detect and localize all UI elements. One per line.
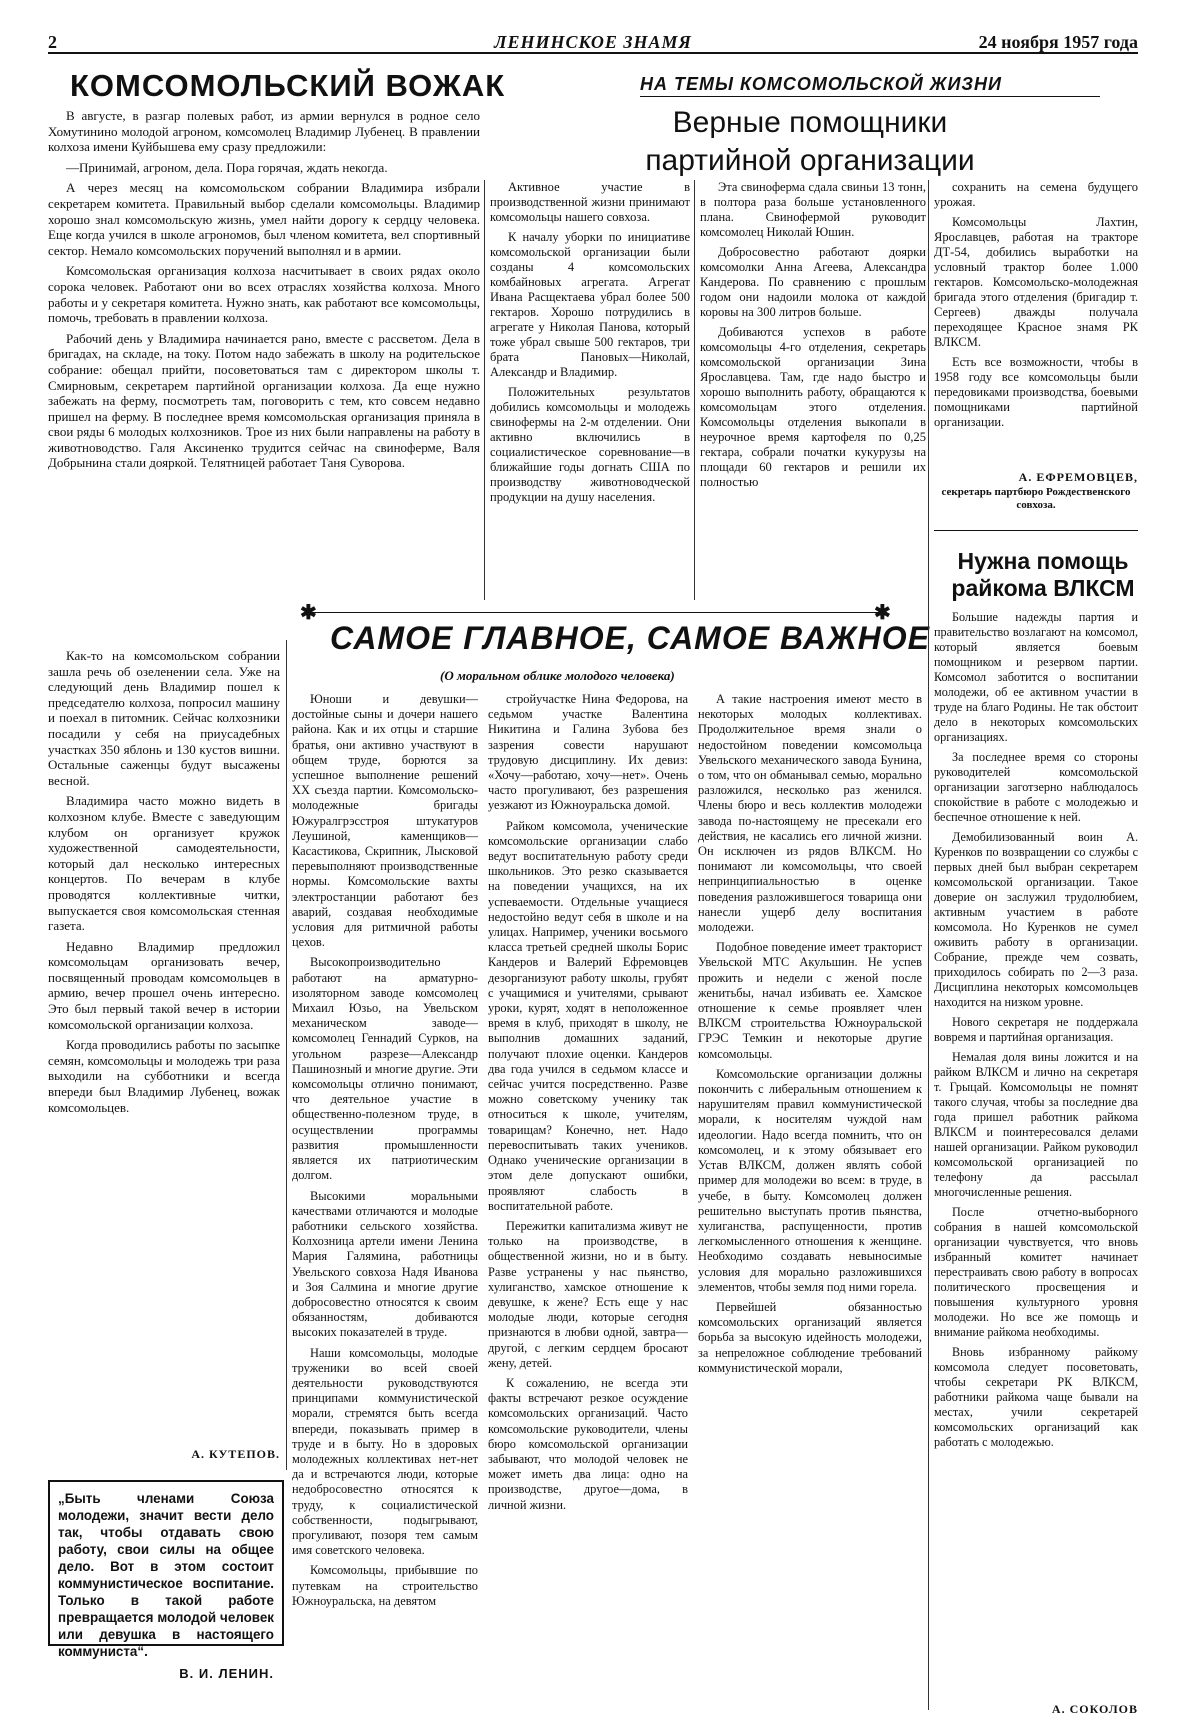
paragraph: Подобное поведение имеет тракторист Увельской МТС Акульшин. Не успев прожить и недели с женой после женитьбы, начал избивать ее. Хамское отношение к семье проявляет член ВЛКСМ строительства Южноуральской ГРЭС Темкин и некоторые другие комсомольцы. [698, 940, 922, 1061]
paragraph: стройучастке Нина Федорова, на седьмом участке Валентина Никитина и Галина Зубова без зазрения совести нарушают трудовую дисциплину. Их девиз: «Хочу—работаю, хочу—нет». Очень часто прогуливают, без разрешения уезжают из Южноуральска домой. [488, 692, 688, 813]
paragraph: Есть все возможности, чтобы в 1958 году все комсомольцы были передовиками производства, боевыми помощниками партийной организации. [934, 355, 1138, 429]
paragraph: Большие надежды партия и правительство возлагают на комсомол, который является боевым помощником и резервом партии. Комсомол заботится о воспитании молодежи, об ее активном участии в труде на благо Родины. Не так обстоит дело в некоторых комсомольских организациях. [934, 610, 1138, 744]
article2-col1 [490, 180, 690, 598]
paragraph: Высокими моральными качествами отличаются и молодые работники сельского хозяйства. Колхозница артели имени Ленина Мария Галямина, работницы Увельского совхоза Надя Иванова и Зоя Салмина и многие другие добросовестно относятся к своим обязанностям, добиваются высоких показателей в труде. [292, 1188, 478, 1340]
paragraph: Добиваются успехов в работе комсомольцы 4-го отделения, секретарь комсомольской организации Зина Ярославцева. Там, где надо быстро и хорошо выполнить работу, обращаются к комсомольцам этого отделения. Комсомольцы отделения выкопали в неурочное время картофеля по 0,25 гектара, собрали початки кукурузы на площади 60 гектаров и решили их полностью [700, 325, 926, 489]
column-rule [484, 180, 485, 600]
issue-date: 24 ноября 1957 года [978, 32, 1138, 52]
paragraph: Демобилизованный воин А. Куренков по возвращении со службы с первых дней был выбран секретарем комсомольской организации. Такое доверие он заслужил трудолюбием, активным участием в работе комсомола. Но Куренков не сумел оживить работу в организации. Собрание, прежде чем созвать, приходилось собирать по 2—3 раза. Дисциплина некоторых комсомольцев находится на низком уровне. [934, 830, 1138, 1009]
paragraph: Добросовестно работают доярки комсомолки Анна Агеева, Александра Кандерова. По сравнению с прошлым годом они надоили молока от каждой коровы на 300 литров больше. [700, 245, 926, 319]
article1-body-narrow [48, 648, 280, 1438]
article3-col3 [698, 692, 922, 1712]
article2-title-line2: партийной организации [645, 144, 975, 177]
article4-title-line2: райкома ВЛКСМ [951, 575, 1135, 601]
paragraph: Комсомольцы Лахтин, Ярославцев, работая на тракторе ДТ-54, добились выработки на условный трактор более 1.000 гектаров. Комсомольско-молодежная бригада этого отделения (бригадир т. Сергеев) дважды получала переходящее Красное знамя РК ВЛКСМ. [934, 215, 1138, 349]
star-ornament: ✱ [300, 602, 317, 624]
newspaper-title: ЛЕНИНСКОЕ ЗНАМЯ [494, 32, 692, 52]
article4-body [934, 610, 1138, 1694]
paragraph: Рабочий день у Владимира начинается рано, вместе с рассветом. Дела в бригадах, на складе, на току. Потом надо забежать в школу на родительское собрание: обещал прийти, посоветоваться там с директором школы т. Смирновым, секретарем партийной организации колхоза. Да еще нужно забежать на ферму, посмотреть там, поговорить с тем, кто совсем недавно пришел на ферму. В последнее время комсомольская организация приняла в свои ряды 6 молодых колхозников. Трое из них были направлены на работу в животноводство. Галя Аксиненко трудится сейчас на свиноферме, Валя Добрынина стали дояркой. Телятницей работает Таня Суворова. [48, 330, 480, 471]
star-ornament: ✱ [874, 602, 891, 624]
article4-title-line1: Нужна помощь [957, 548, 1129, 574]
paragraph: Нового секретаря не поддержала вовремя и партийная организация. [934, 1015, 1138, 1044]
paragraph: Как-то на комсомольском собрании зашла речь об озеленении села. Уже на следующий день Владимир пошел к председателю колхоза, попросил машину и поехал в питомник. Сейчас колхозники посадили у себя на приусадебных участках 350 яблонь и 130 кустов вишни. Остальные саженцы будут высажены весной. [48, 648, 280, 788]
lenin-quote-box [48, 1480, 284, 1681]
article4-title [948, 548, 1138, 602]
column-rule [694, 180, 695, 600]
paragraph: Комсомольская организация колхоза насчитывает в своих рядах около сорока человек. Работают они во всех отраслях хозяйства колхоза. Много работы и у секретаря комитета. Нужно знать, как работают все комсомольцы, помочь, требовать в правлении колхоза. [48, 263, 480, 326]
paragraph: Немалая доля вины ложится и на райком ВЛКСМ и лично на секретаря т. Грыцай. Комсомольцы не помнят такого случая, чтобы за последние два года пришел работник райкома ВЛКСМ и поинтересовался делами нашей организации. Райком руководил комсомольской организацией по телефону да рассылал многочисленные решения. [934, 1050, 1138, 1199]
paragraph: За последнее время со стороны руководителей комсомольской организации заготзерно наблюдалось спокойствие в работе с молодежью и беспечное отношение к ней. [934, 750, 1138, 824]
paragraph: А такие настроения имеют место в некоторых молодых коллективах. Продолжительное время знали о недостойном поведении комсомольца Увельского механического завода Бунина, о том, что он обманывал семью, морально разложился, несколько раз женился. Члены бюро и весь коллектив молодежи завода по-настоящему не пресекали его действия, не касались его личной жизни. Он исключен из рядов ВЛКСМ. Но понимают ли комсомольцы, что своей непринципиальностью в оценке поведения разложившегося товарища они нанесли ущерб делу воспитания молодежи. [698, 692, 922, 935]
article4-signature: А. СОКОЛОВ [1051, 1702, 1138, 1716]
article1-signature: А. КУТЕПОВ. [191, 1447, 280, 1461]
article1-title: КОМСОМОЛЬСКИЙ ВОЖАК [70, 68, 506, 103]
article2-signature: А. ЕФРЕМОВЦЕВ, [1018, 470, 1138, 484]
paragraph: Комсомольцы, прибывшие по путевкам на строительство Южноуральска, на девятом [292, 1563, 478, 1608]
article2-col3 [934, 180, 1138, 462]
paragraph: Юноши и девушки—достойные сыны и дочери нашего района. Как и их отцы и старшие братья, они активно участвуют в общем труде, борются за успешное выполнение решений XX съезда партии. Комсомольско-молодежные бригады Южуралгрэсстроя штукатуров Леушиной, каменщиков—Касастикова, Скрипник, Лысковой перевыполняют производственные нормы. Комсомольские вахты электростанции работают без аварий, создавая необходимые условия для ритмичной работы цехов. [292, 692, 478, 950]
paragraph: К началу уборки по инициативе комсомольской организации были созданы 4 комсомольских комбайновых агрегата. Агрегат Ивана Расщектаева убрал более 500 гектаров. Хорошо потрудились в агрегате у Николая Панова, который тоже убрал свыше 500 гектаров, три брата Пановых—Николай, Александр и Владимир. [490, 230, 690, 379]
article2-title-line1: Верные помощники [672, 106, 948, 139]
quote-text: „Быть членами Союза молодежи, значит вести дело так, чтобы отдавать свою работу, свои силы на общее дело. Вот в этом состоит коммунистическое воспитание. Только в такой работе превращается молодой человек или девушка в настоящего коммуниста“. [58, 1491, 274, 1659]
paragraph: Положительных результатов добились комсомольцы и молодежь свинофермы на 2-м отделении. Они активно включились в социалистическое соревнование—в ближайшие годы догнать США по производству животноводческой продукции на душу населения. [490, 385, 690, 504]
paragraph: Эта свиноферма сдала свиньи 13 тонн, в полтора раза больше установленного плана. Свинофермой руководит комсомолец Николай Юшин. [700, 180, 926, 239]
paragraph: Активное участие в производственной жизни принимают комсомольцы нашего совхоза. [490, 180, 690, 224]
paragraph: Владимира часто можно видеть в колхозном клубе. Вместе с заведующим клубом он организует кружок художественной самодеятельности, который дал несколько интересных концертов. По вечерам в клубе проводятся коллективные читки, выпускается своя комсомольская стенная газета. [48, 793, 280, 934]
paragraph: К сожалению, не всегда эти факты встречают резкое осуждение комсомольских организаций. Часто комсомольские руководители, члены бюро комсомольской организации забывают, что молодой человек не может иметь два лица: одно на производстве, другое—дома, в личной жизни. [488, 1375, 688, 1512]
paragraph: Когда проводились работы по засыпке семян, комсомольцы и молодежь три раза выходили на субботники и всегда впереди был Владимир Лубенец, вожак комсомольцев. [48, 1037, 280, 1115]
article2-signature-role: секретарь партбюро Рождественского совхоза. [941, 486, 1131, 511]
article2-title [600, 104, 1020, 180]
article3-title: САМОЕ ГЛАВНОЕ, САМОЕ ВАЖНОЕ [330, 620, 930, 656]
section-divider [934, 530, 1138, 531]
paragraph: —Принимай, агроном, дела. Пора горячая, ждать некогда. [66, 159, 388, 175]
paragraph: После отчетно-выборного собрания в нашей комсомольской организации чувствуется, что вновь избранный комитет начинает перестраивать свою работу в вопросах политического просвещения и повышения культурного уровня молодежи. Но все же помощь и внимание райкома необходимы. [934, 1205, 1138, 1339]
section-divider [310, 612, 880, 613]
paragraph: А через месяц на комсомольском собрании Владимира избрали секретарем комитета. Правильный выбор сделали комсомольцы. Владимир хорошо знал комсомольскую жизнь, умел найти дорогу к сердцу человека. Еще когда учился в школе агрономов, был членом комитета, вел спортивный сектор. Немало комсомольских поручений выполнял и в армии. [48, 180, 480, 258]
paragraph: Райком комсомола, ученические комсомольские организации слабо ведут воспитательную работу среди школьников. Это резко сказывается на поведении учащихся, на их успеваемости. Отдельные учащиеся недостойно ведут себя в школе и на улицах. Например, ученики восьмого класса третьей средней школы Борис Кандеров и Валерий Ефремовцев дезорганизуют работу школы, грубят с учащимися и учителями, срывают уроки, курят, ходят в неположенное время в клуб, приходят в школу, не выполнив домашних заданий, получают плохие оценки. Кандеров два года учился в седьмом классе и сейчас учится посредственно. Разве можно советскому ученику так относиться к школе, учителям, товарищам? Конечно, нет. Надо перевоспитывать таких учеников. Однако ученические организации в этом деле допускают ошибки, проявляют слабость в воспитательной работе. [488, 818, 688, 1213]
column-rule [286, 640, 287, 1470]
paragraph: Комсомольские организации должны покончить с либеральным отношением к нарушителям правил коммунистической морали, к носителям чуждой нам идеологии. Надо всегда помнить, что он комсомолец, и к этому обязывает его Устав ВЛКСМ, должен являть собой пример для молодежи во всем: в труде, в учебе, в быту. Комсомолец должен решительно выступать против пьянства, хулиганства, распущенности, против легкомысленного отношения к женщине. Необходимо создавать невыносимые условия для морально разложившихся элементов, чтобы земля под ними горела. [698, 1066, 922, 1294]
section-rubric: НА ТЕМЫ КОМСОМОЛЬСКОЙ ЖИЗНИ [640, 74, 1002, 94]
quote-author: В. И. ЛЕНИН. [179, 1666, 274, 1681]
column-rule [928, 180, 929, 1710]
article3-col2 [488, 692, 688, 1712]
paragraph: сохранить на семена будущего урожая. [934, 180, 1138, 209]
paragraph: Недавно Владимир предложил комсомольцам организовать вечер, посвященный проводам комсомольцев в армию, вечер прошел очень интересно. Это был первый такой вечер в истории комсомольской организации колхоза. [48, 938, 280, 1032]
paragraph: Наши комсомольцы, молодые труженики во всей своей деятельности руководствуются принципами коммунистической морали, стремятся быть всегда впереди, показывать пример в труде и в быту. Но в здоровых молодежных коллективах нет-нет да и встречаются люди, которые недобросовестно относятся к труду, к социалистической собственности, подыгрывают, прогуливают, позоря тем самым имя советского человека. [292, 1345, 478, 1558]
article3-subtitle: (О моральном облике молодого человека) [440, 668, 675, 683]
rubric-underline [640, 96, 1100, 97]
paragraph: Первейшей обязанностью комсомольских организаций является борьба за высокую идейность молодежи, за непреложное соблюдение требований коммунистической морали, [698, 1299, 922, 1375]
article3-col1 [292, 692, 478, 1712]
article1-body-top [48, 108, 480, 628]
paragraph: Вновь избранному райкому комсомола следует посоветовать, чтобы секретари РК ВЛКСМ, работники райкома чаще бывали на местах, учили секретарей комсомольских организаций как работать с молодежью. [934, 1345, 1138, 1449]
page-number: 2 [48, 32, 57, 52]
paragraph: В августе, в разгар полевых работ, из армии вернулся в родное село Хомутинино молодой агроном, комсомолец Владимир Лубенец. В правлении колхоза имени Куйбышева ему сразу предложили: [48, 108, 480, 155]
masthead [48, 30, 1138, 54]
paragraph: Пережитки капитализма живут не только на производстве, в общественной жизни, но и в быту. Разве устранены у нас пьянство, хулиганство, хамское отношение к девушке, к жене? Есть еще у нас молодые люди, которые сегодня признаются в любви одной, завтра—другой, с легким сердцем бросают жену, детей. [488, 1218, 688, 1370]
article2-col2 [700, 180, 926, 598]
paragraph: Высокопроизводительно работают на арматурно-изоляторном заводе комсомолец Михаил Юзьо, на Увельском механическом заводе—комсомолец Геннадий Сурков, на угольном разрезе—Александр Пашинозный и многие другие. Эти комсомольцы отлично понимают, что деятельное участие в общественно-полезном труде, в осуществлении программы развития промышленности является их патриотическим долгом. [292, 955, 478, 1183]
